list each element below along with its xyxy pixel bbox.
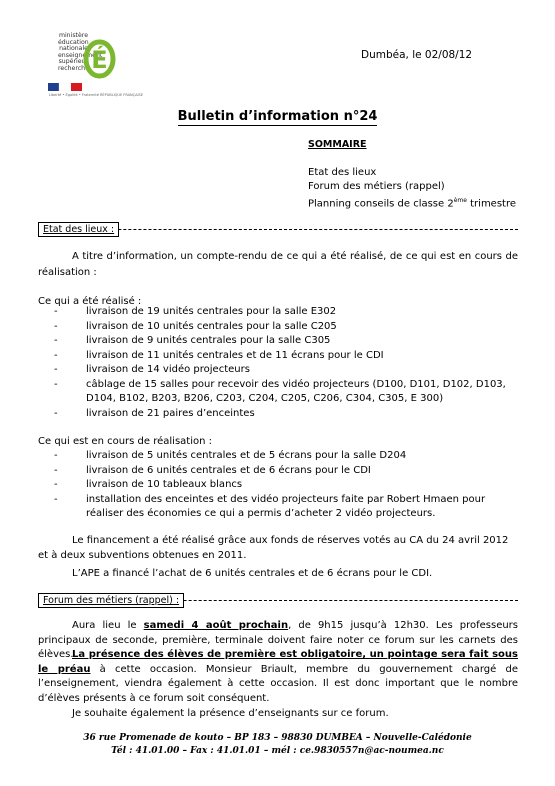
forum-obligation-highlight: La présence des élèves de première est obligatoire, un pointage sera fait sous le préau xyxy=(38,649,518,675)
logo-line: supérieur xyxy=(58,58,88,66)
logo-line: enseignement xyxy=(58,51,103,59)
sommaire-heading: SOMMAIRE xyxy=(308,139,367,150)
list-item: - livraison de 10 unités centrales pour la salle C205 xyxy=(54,320,518,335)
list-item: - livraison de 11 unités centrales et de 11 écrans pour le CDI xyxy=(54,349,518,364)
title-text: Bulletin d’information n°24 xyxy=(177,109,378,124)
realise-list xyxy=(54,305,518,421)
ape-paragraph: L’APE a financé l’achat de 6 unités centrales et de 6 écrans pour le CDI. xyxy=(72,568,433,579)
logo-line: ministère xyxy=(58,32,88,39)
footer-address: 36 rue Promenade de kouto – BP 183 – 98830 DUMBEA – Nouvelle-Calédonie xyxy=(83,733,472,743)
page-title xyxy=(0,109,555,124)
logo-line: recherche xyxy=(58,64,89,72)
realise-heading: Ce qui a été réalisé : xyxy=(38,296,142,307)
list-item: - livraison de 19 unités centrales pour la salle E302 xyxy=(54,305,518,320)
sommaire-item xyxy=(308,194,516,211)
list-item: - livraison de 5 unités centrales et de 5 écrans pour la salle D204 xyxy=(54,449,518,464)
list-item: - livraison de 10 tableaux blancs xyxy=(54,478,518,493)
list-item: - câblage de 15 salles pour recevoir des vidéo projecteurs (D100, D101, D102, D103, D104, B102, B203, B206, C203, C204, C205, C206, C304, C305, E 300) xyxy=(54,378,518,407)
logo-line: éducation xyxy=(58,38,89,46)
sommaire-planning-suffix: trimestre xyxy=(466,198,517,210)
etat-intro: A titre d’information, un compte-rendu de ce qui a été réalisé, de ce qui est en cours de réalisation : xyxy=(38,251,518,278)
logo-line: nationale xyxy=(59,45,88,53)
sommaire-item: Etat des lieux xyxy=(308,167,377,178)
forum-paragraph-3: Je souhaite également la présence d’enseignants sur ce forum. xyxy=(72,708,389,719)
document-date: Dumbéa, le 02/08/12 xyxy=(361,49,473,61)
ministry-e-logo-icon xyxy=(80,30,120,80)
forum-paragraph-2 xyxy=(38,648,518,706)
forum-date-highlight: samedi 4 août prochain xyxy=(143,620,289,631)
footer-contact: Tél : 41.01.00 – Fax : 41.01.01 – mél : ce.9830557n@ac-noumea.nc xyxy=(111,746,444,756)
section-heading-etat: Etat des lieux : xyxy=(38,222,119,237)
republic-flag-icon xyxy=(48,83,82,91)
sommaire-planning-sup: ème xyxy=(453,197,467,204)
forum-text: à cette occasion. Monsieur Briault, membre du gouvernement chargé de l’enseignement, viendra également à cette occasion. Il est donc important que le nombre d’élèves présents à ce forum soit conséquent. xyxy=(38,663,518,704)
section-heading-forum: Forum des métiers (rappel) : xyxy=(38,593,184,608)
list-item: - livraison de 21 paires d’enceintes xyxy=(54,407,518,422)
list-item: - livraison de 9 unités centrales pour la salle C305 xyxy=(54,334,518,349)
forum-text: Aura lieu le xyxy=(72,620,144,631)
list-item: - livraison de 6 unités centrales et de 6 écrans pour le CDI xyxy=(54,464,518,479)
sommaire-item: Forum des métiers (rappel) xyxy=(308,181,445,192)
encours-list xyxy=(54,449,518,522)
financement-paragraph: Le financement a été réalisé grâce aux fonds de réserves votés au CA du 24 avril 2012 et à deux subventions obtenues en 2011. xyxy=(38,535,509,561)
list-item: - installation des enceintes et des vidéo projecteurs faite par Robert Hmaen pour réaliser des économies ce qui a permis d’acheter 2 vidéo projecteurs. xyxy=(54,493,518,522)
encours-heading: Ce qui est en cours de réalisation : xyxy=(38,436,212,447)
flag-caption: Liberté • Égalité • Fraternité RÉPUBLIQUE FRANÇAISE xyxy=(49,93,143,97)
page-footer xyxy=(0,732,555,758)
sommaire-list xyxy=(308,166,516,211)
forum-text: , de 9h15 jusqu’à 12h30. Les professeurs principaux de seconde, première, terminale doivent faire noter ce forum sur les carnets des élèves. xyxy=(38,620,519,660)
list-item: - livraison de 14 vidéo projecteurs xyxy=(54,363,518,378)
svg-text:É: É xyxy=(91,46,108,74)
sommaire-planning-prefix: Planning conseils de classe 2 xyxy=(308,198,454,210)
